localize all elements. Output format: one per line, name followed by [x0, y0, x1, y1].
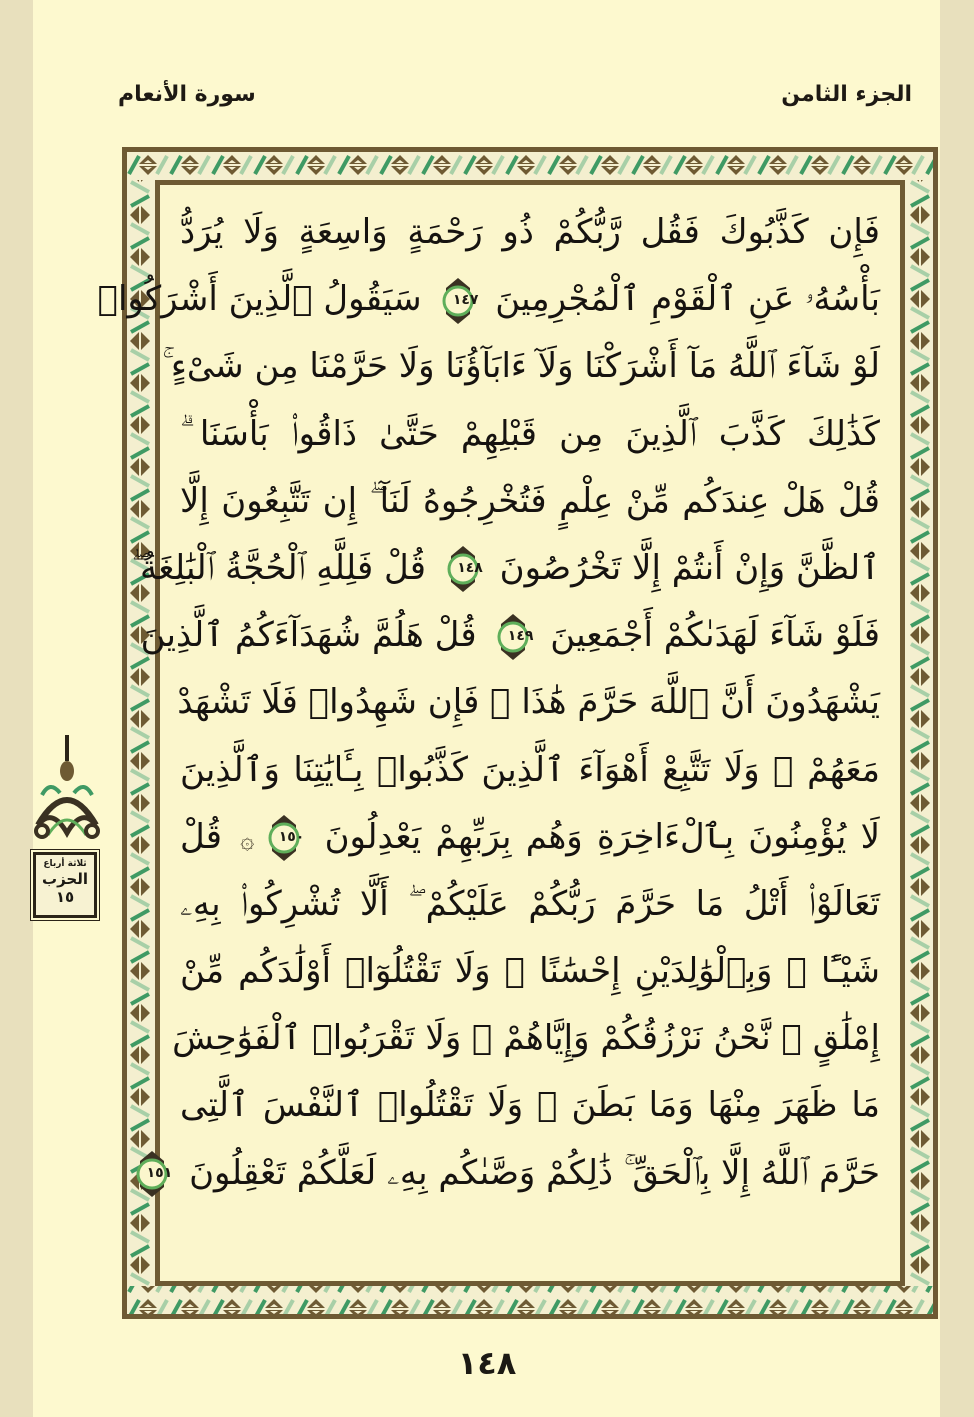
ayah-end-marker	[264, 821, 304, 855]
hizb-label-box	[33, 852, 97, 918]
verse-text: قُلْ	[180, 816, 237, 857]
text-area	[97, 180, 905, 1286]
ayah-number: ١٥١	[146, 1165, 173, 1182]
verse-text: ٱلظَّنَّ وَإِنْ أَنتُمْ إِلَّا تَخْرُصُونَ	[488, 547, 880, 588]
verse-text: حَرَّمَ ٱللَّهُ إِلَّا بِٱلْحَقِّ ۚ ذَٰلِكُمْ وَصَّىٰكُم بِهِۦ لَعَلَّكُمْ تَعْقِلُونَ	[178, 1152, 880, 1193]
verse-line	[162, 333, 880, 400]
verse-text: لَا يُؤْمِنُونَ بِٱلْءَاخِرَةِ وَهُم بِرَبِّهِمْ يَعْدِلُونَ	[310, 816, 880, 857]
verse-text: تَعَالَوْا۟ أَتْلُ مَا حَرَّمَ رَبُّكُمْ عَلَيْكُمْ ۖ أَلَّا تُشْرِكُوا۟ بِهِۦ	[180, 883, 880, 924]
page-frame	[97, 147, 938, 1319]
hizb-marker	[30, 735, 104, 906]
surah-title: سورة الأنعام	[118, 82, 256, 107]
verse-line	[97, 266, 880, 333]
verse-text: إِمْلَٰقٍ ۖ نَّحْنُ نَرْزُقُكُمْ وَإِيَّاهُمْ ۖ وَلَا تَقْرَبُوا۟ ٱلْفَوَٰحِشَ	[172, 1018, 880, 1059]
hizb-ornament-icon	[30, 735, 104, 850]
ayah-number: ١٤٧	[452, 291, 479, 308]
verse-line	[140, 602, 880, 669]
verse-text: قُلْ فَلِلَّهِ ٱلْحُجَّةُ ٱلْبَٰلِغَةُ ۖ	[131, 547, 437, 588]
verse-line	[180, 468, 880, 535]
verse-text: بَأْسُهُۥ عَنِ ٱلْقَوْمِ ٱلْمُجْرِمِينَ	[484, 279, 880, 320]
verse-lines	[97, 199, 880, 1271]
verse-line	[180, 737, 880, 804]
hizb-fraction: ثلاثة أرباع	[43, 859, 87, 869]
ayah-end-marker	[443, 552, 483, 586]
ayah-end-marker	[438, 284, 478, 318]
verse-text: سَيَقُولُ ٱلَّذِينَ أَشْرَكُوا۟	[97, 279, 433, 320]
verse-line	[180, 401, 880, 468]
verse-line	[146, 1140, 880, 1207]
verse-text: قُلْ هَلْ عِندَكُم مِّنْ عِلْمٍ فَتُخْرِجُوهُ لَنَآ ۖ إِن تَتَّبِعُونَ إِلَّا	[180, 480, 880, 521]
verse-line	[180, 938, 880, 1005]
ayah-end-marker	[493, 620, 533, 654]
verse-line	[172, 1005, 880, 1072]
ayah-number: ١٥٠	[278, 829, 305, 846]
verse-text: لَوْ شَآءَ ٱللَّهُ مَآ أَشْرَكْنَا وَلَآ ءَابَآؤُنَا وَلَا حَرَّمْنَا مِن شَىْءٍ ۚ	[162, 346, 880, 387]
verse-line	[180, 199, 880, 266]
verse-text: فَلَوْ شَآءَ لَهَدَىٰكُمْ أَجْمَعِينَ	[539, 615, 880, 656]
verse-text: مَعَهُمْ ۚ وَلَا تَتَّبِعْ أَهْوَآءَ ٱلَّذِينَ كَذَّبُوا۟ بِـَٔايَٰتِنَا وَٱلَّذِينَ	[180, 749, 880, 790]
ayah-number: ١٤٨	[457, 560, 483, 577]
verse-line	[131, 535, 880, 602]
verse-text: يَشْهَدُونَ أَنَّ ٱللَّهَ حَرَّمَ هَٰذَا ۖ فَإِن شَهِدُوا۟ فَلَا تَشْهَدْ	[177, 682, 880, 723]
page-number: ١٤٨	[457, 1344, 517, 1382]
juz-title: الجزء الثامن	[781, 82, 912, 107]
verse-text: كَذَٰلِكَ كَذَّبَ ٱلَّذِينَ مِن قَبْلِهِمْ حَتَّىٰ ذَاقُوا۟ بَأْسَنَا ۗ	[180, 413, 880, 454]
verse-text: فَإِن كَذَّبُوكَ فَقُل رَّبُّكُمْ ذُو رَحْمَةٍ وَاسِعَةٍ وَلَا يُرَدُّ	[180, 212, 880, 252]
verse-line	[177, 669, 880, 736]
hizb-number: ١٥	[55, 888, 75, 906]
verse-line	[180, 804, 880, 871]
hizb-label: الحزب	[42, 870, 88, 888]
verse-text: قُلْ هَلُمَّ شُهَدَآءَكُمُ ٱلَّذِينَ	[140, 615, 488, 656]
verse-text: شَيْـًٔا ۖ وَبِٱلْوَٰلِدَيْنِ إِحْسَٰنًا ۖ وَلَا تَقْتُلُوٓا۟ أَوْلَٰدَكُم مِّنْ	[180, 951, 880, 992]
verse-line	[180, 871, 880, 938]
ayah-end-marker	[132, 1157, 172, 1191]
hizb-star-icon: ۞	[240, 825, 255, 854]
verse-line	[180, 1072, 880, 1139]
ayah-number: ١٤٩	[507, 627, 534, 644]
verse-text: مَا ظَهَرَ مِنْهَا وَمَا بَطَنَ ۖ وَلَا تَقْتُلُوا۟ ٱلنَّفْسَ ٱلَّتِى	[180, 1085, 880, 1126]
